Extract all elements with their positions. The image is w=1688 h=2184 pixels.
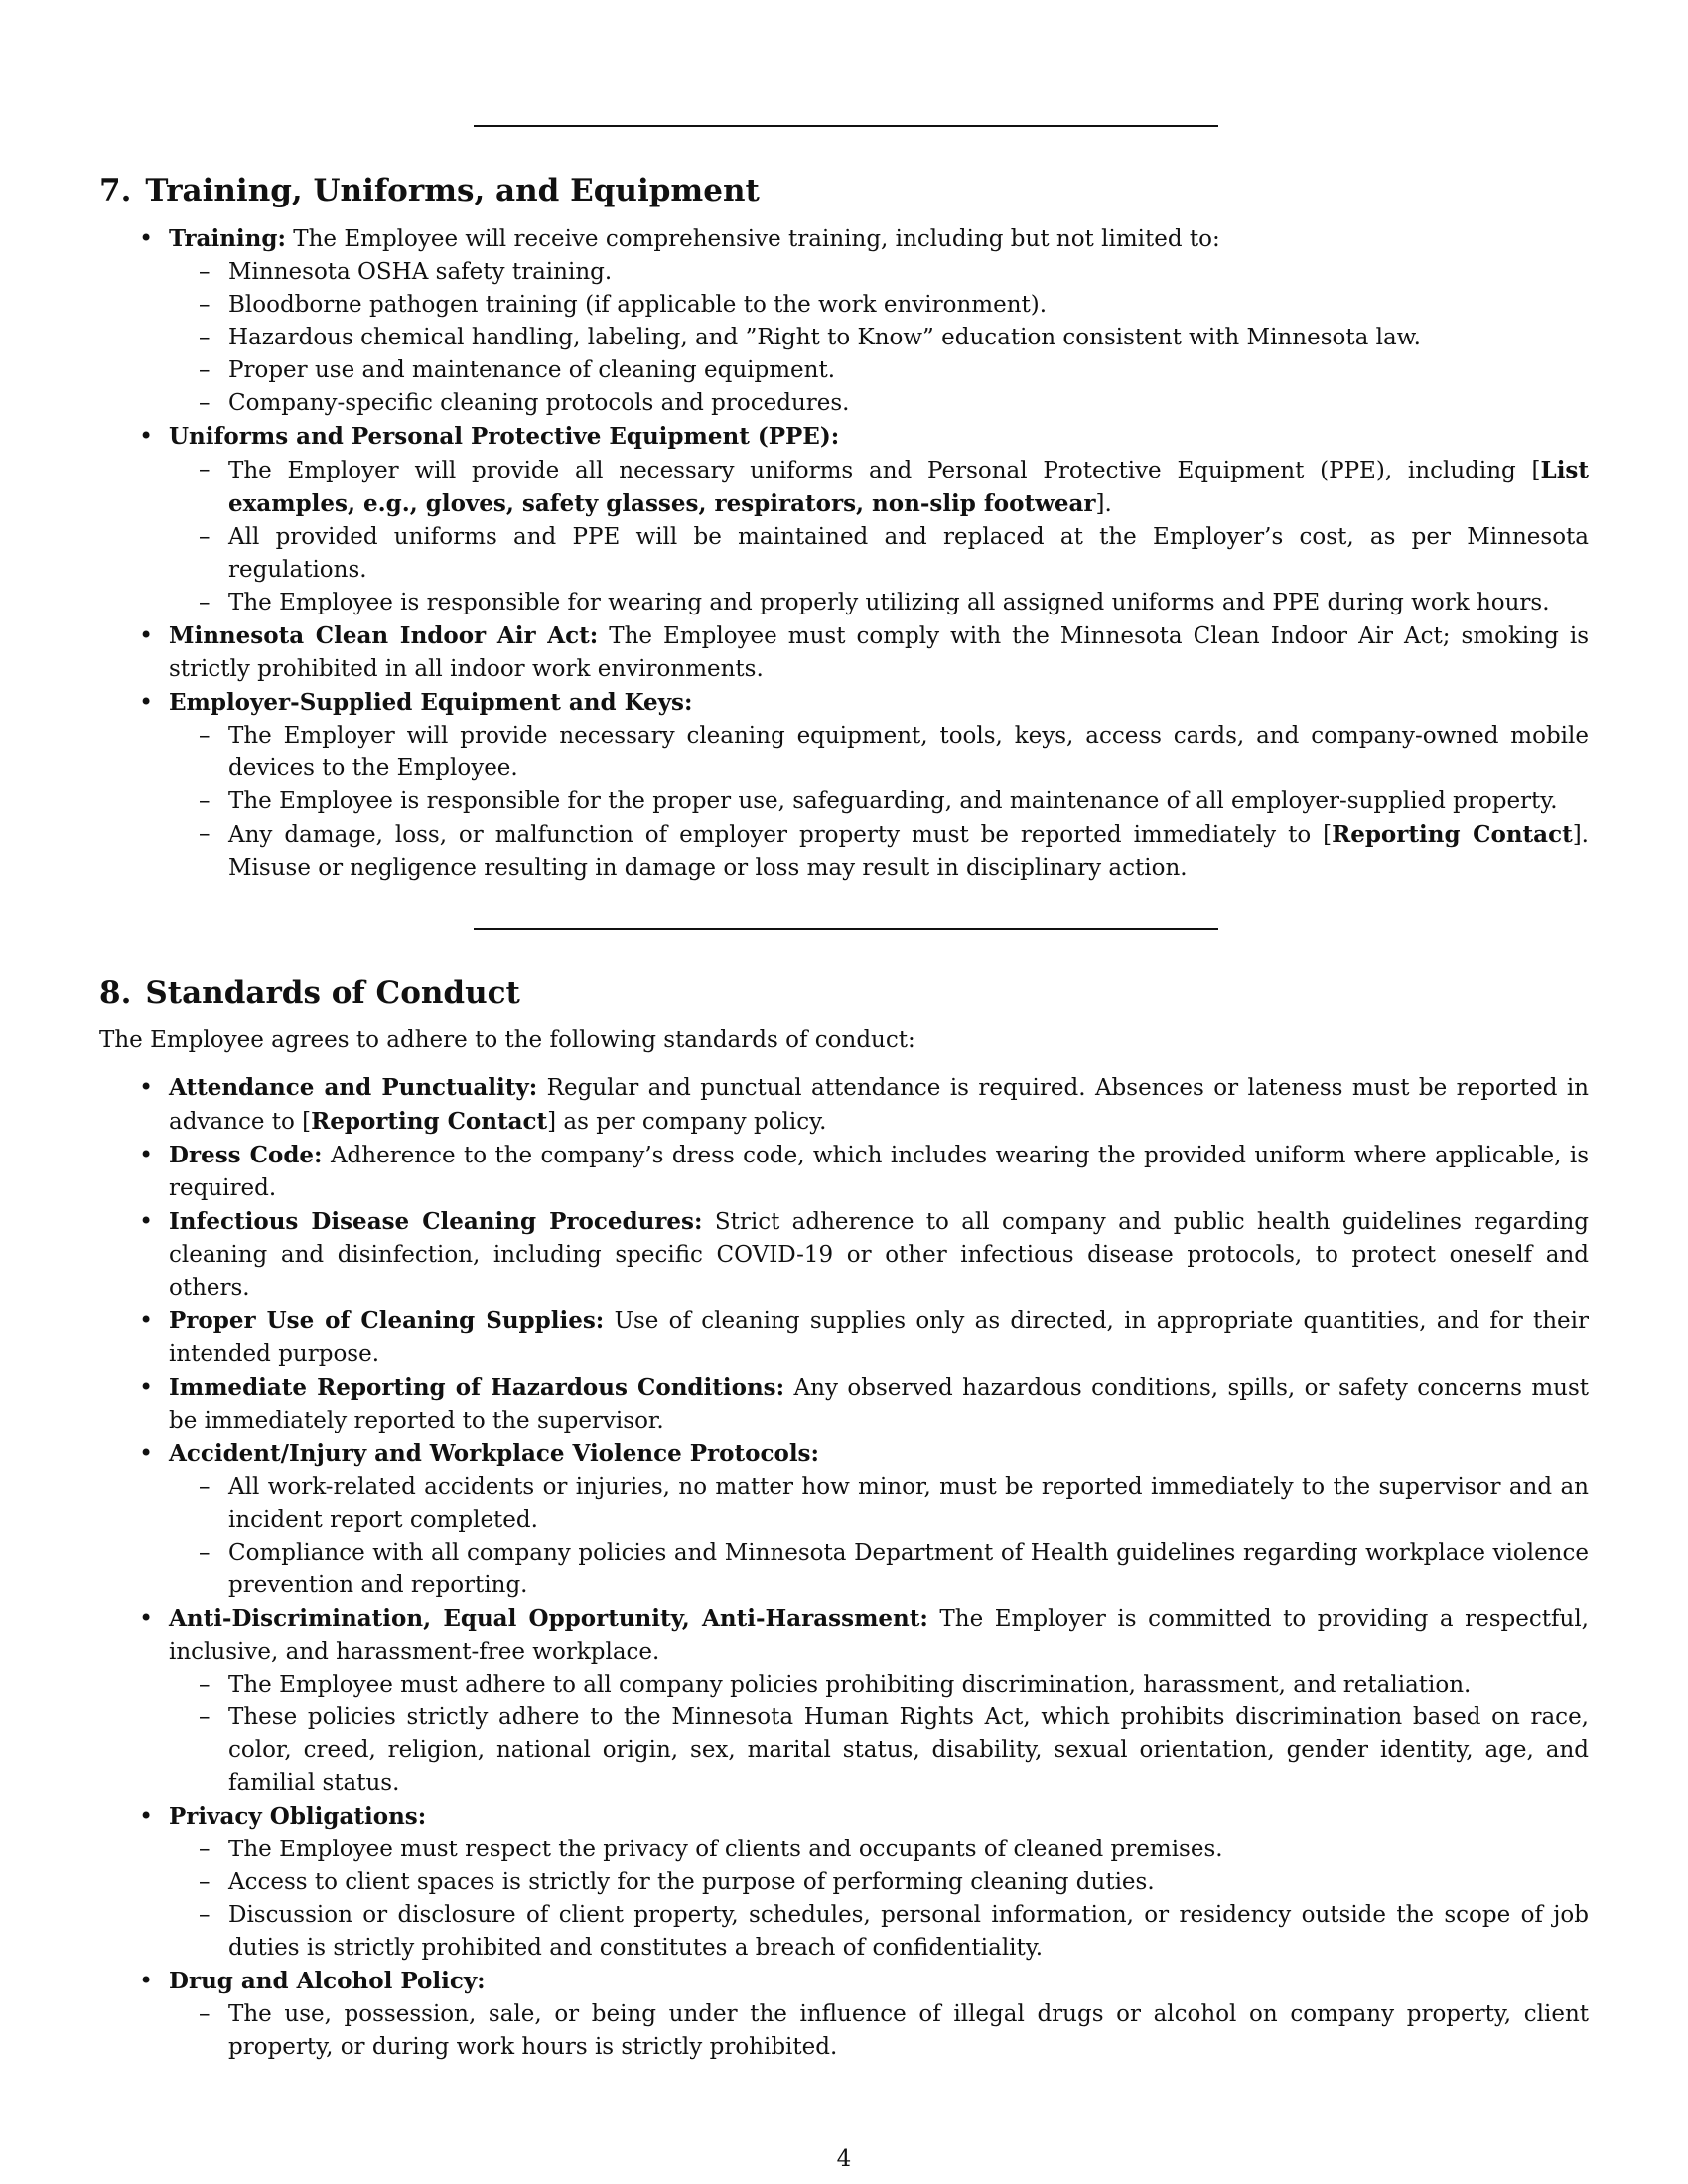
bullet-list	[99, 1071, 1589, 2064]
item-label: Infectious Disease Cleaning Procedures:	[169, 1208, 703, 1235]
sub-item: – The Employer will provide necessary cleaning equipment, tools, keys, access cards, and company-owned mobile devices to the Employee.	[169, 720, 1589, 785]
item-text: The Employee must comply with the Minnesota Clean Indoor Air Act; smoking is strictly prohibited in all indoor work environments.	[169, 623, 1589, 682]
sub-item-text: ]. Misuse or negligence resulting in damage or loss may result in disciplinary action.	[228, 822, 1589, 881]
item-text: ] as per company policy.	[547, 1109, 827, 1135]
item-label: Dress Code:	[169, 1142, 323, 1168]
item-label: Uniforms and Personal Protective Equipment (PPE):	[169, 423, 840, 450]
item-text: Adherence to the company’s dress code, which includes wearing the provided uniform where applicable, is required.	[169, 1143, 1590, 1201]
list-item-training	[99, 222, 1589, 420]
sub-item: – Proper use and maintenance of cleaning equipment.	[169, 354, 1589, 387]
list-item-anti-discrimination	[99, 1602, 1589, 1800]
item-text: Strict adherence to all company and public health guidelines regarding cleaning and disinfection, including specific COVID-19 or other infectious disease protocols, to protect oneself and others.	[169, 1209, 1589, 1300]
sub-item: – The Employee is responsible for the proper use, safeguarding, and maintenance of all employer-supplied property.	[169, 785, 1589, 818]
item-label: Training:	[169, 225, 286, 252]
item-label: Attendance and Punctuality:	[169, 1074, 538, 1101]
sub-item: – The Employee must adhere to all company policies prohibiting discrimination, harassment, and retaliation.	[169, 1669, 1589, 1702]
item-text: The Employer is committed to providing a respectful, inclusive, and harassment-free workplace.	[169, 1606, 1589, 1665]
sub-item: – These policies strictly adhere to the Minnesota Human Rights Act, which prohibits discrimination based on race, color, creed, religion, national origin, sex, marital status, disability, sexual orientation, gender identity, age, and familial status.	[169, 1702, 1589, 1800]
item-label: Drug and Alcohol Policy:	[169, 1968, 486, 1994]
sub-item: – All provided uniforms and PPE will be maintained and replaced at the Employer’s cost, as per Minnesota regulations.	[169, 521, 1589, 587]
section-heading	[99, 171, 1589, 210]
section-heading	[99, 973, 1589, 1013]
list-item-dress-code	[99, 1139, 1589, 1205]
sub-item: – Compliance with all company policies and Minnesota Department of Health guidelines regarding workplace violence prevention and reporting.	[169, 1537, 1589, 1602]
sub-list	[169, 1834, 1589, 1965]
sub-list	[169, 720, 1589, 885]
section-title: Training, Uniforms, and Equipment	[145, 173, 760, 208]
sub-item-text: ].	[1095, 491, 1112, 517]
sub-item: – Hazardous chemical handling, labeling, and ”Right to Know” education consistent with Minnesota law.	[169, 322, 1589, 354]
sub-list	[169, 256, 1589, 420]
item-label: Minnesota Clean Indoor Air Act:	[169, 622, 599, 649]
sub-item-text: Any damage, loss, or malfunction of employer property must be reported immediately to [	[228, 822, 1333, 848]
sub-item: – All work-related accidents or injuries, no matter how minor, must be reported immediately to the supervisor and an incident report completed.	[169, 1471, 1589, 1537]
list-item-hazardous-conditions	[99, 1371, 1589, 1437]
list-item-accident-injury	[99, 1437, 1589, 1602]
horizontal-rule	[474, 928, 1218, 930]
list-item-privacy	[99, 1800, 1589, 1965]
list-item-attendance	[99, 1071, 1589, 1139]
sub-item: – Company-specific cleaning protocols and procedures.	[169, 387, 1589, 420]
sub-item: – The use, possession, sale, or being under the influence of illegal drugs or alcohol on company property, client property, or during work hours is strictly prohibited.	[169, 1998, 1589, 2064]
section-number: 8.	[99, 975, 132, 1011]
horizontal-rule	[474, 125, 1218, 127]
section-intro: The Employee agrees to adhere to the following standards of conduct:	[99, 1027, 915, 1053]
sub-item	[169, 818, 1589, 885]
list-item-clean-indoor-air	[99, 619, 1589, 686]
placeholder-reporting-contact: Reporting Contact	[1332, 821, 1573, 848]
list-item-infectious-disease	[99, 1205, 1589, 1304]
item-label: Immediate Reporting of Hazardous Conditions:	[169, 1374, 785, 1401]
section-standards-of-conduct	[99, 973, 1589, 2064]
item-label: Proper Use of Cleaning Supplies:	[169, 1307, 605, 1334]
list-item-uniforms-ppe	[99, 420, 1589, 619]
sub-item: – The Employee must respect the privacy of clients and occupants of cleaned premises.	[169, 1834, 1589, 1866]
sub-item: – Access to client spaces is strictly for the purpose of performing cleaning duties.	[169, 1866, 1589, 1899]
list-item-drug-alcohol	[99, 1965, 1589, 2064]
sub-list	[169, 454, 1589, 619]
sub-item	[169, 454, 1589, 521]
placeholder-reporting-contact: Reporting Contact	[311, 1108, 548, 1135]
item-text: Regular and punctual attendance is required. Absences or lateness must be reported in advance to [	[169, 1075, 1589, 1135]
section-title: Standards of Conduct	[145, 975, 520, 1011]
page-number: 4	[836, 2146, 852, 2172]
item-text: Use of cleaning supplies only as directed, in appropriate quantities, and for their intended purpose.	[169, 1308, 1589, 1367]
placeholder-list-examples: List examples, e.g., gloves, safety glasses, respirators, non-slip footwear	[228, 457, 1589, 517]
item-label: Accident/Injury and Workplace Violence Protocols:	[169, 1440, 819, 1467]
sub-item-text: The Employer will provide all necessary uniforms and Personal Protective Equipment (PPE), including [	[228, 458, 1541, 483]
section-number: 7.	[99, 173, 132, 208]
item-text: The Employee will receive comprehensive training, including but not limited to:	[285, 226, 1220, 252]
sub-item: – The Employee is responsible for wearing and properly utilizing all assigned uniforms and PPE during work hours.	[169, 587, 1589, 619]
item-label: Privacy Obligations:	[169, 1803, 427, 1830]
sub-item: – Discussion or disclosure of client property, schedules, personal information, or residency outside the scope of job duties is strictly prohibited and constitutes a breach of confidentiality.	[169, 1899, 1589, 1965]
bullet-list	[99, 222, 1589, 885]
sub-list	[169, 1669, 1589, 1800]
item-text: Any observed hazardous conditions, spills, or safety concerns must be immediately reported to the supervisor.	[169, 1375, 1589, 1433]
sub-item: – Minnesota OSHA safety training.	[169, 256, 1589, 289]
list-item-cleaning-supplies	[99, 1304, 1589, 1371]
section-training-uniforms-equipment	[99, 171, 1589, 885]
item-label: Anti-Discrimination, Equal Opportunity, Anti-Harassment:	[169, 1605, 928, 1632]
list-item-equipment-keys	[99, 686, 1589, 885]
sub-list	[169, 1998, 1589, 2064]
item-label: Employer-Supplied Equipment and Keys:	[169, 689, 693, 716]
sub-list	[169, 1471, 1589, 1602]
sub-item: – Bloodborne pathogen training (if applicable to the work environment).	[169, 289, 1589, 322]
